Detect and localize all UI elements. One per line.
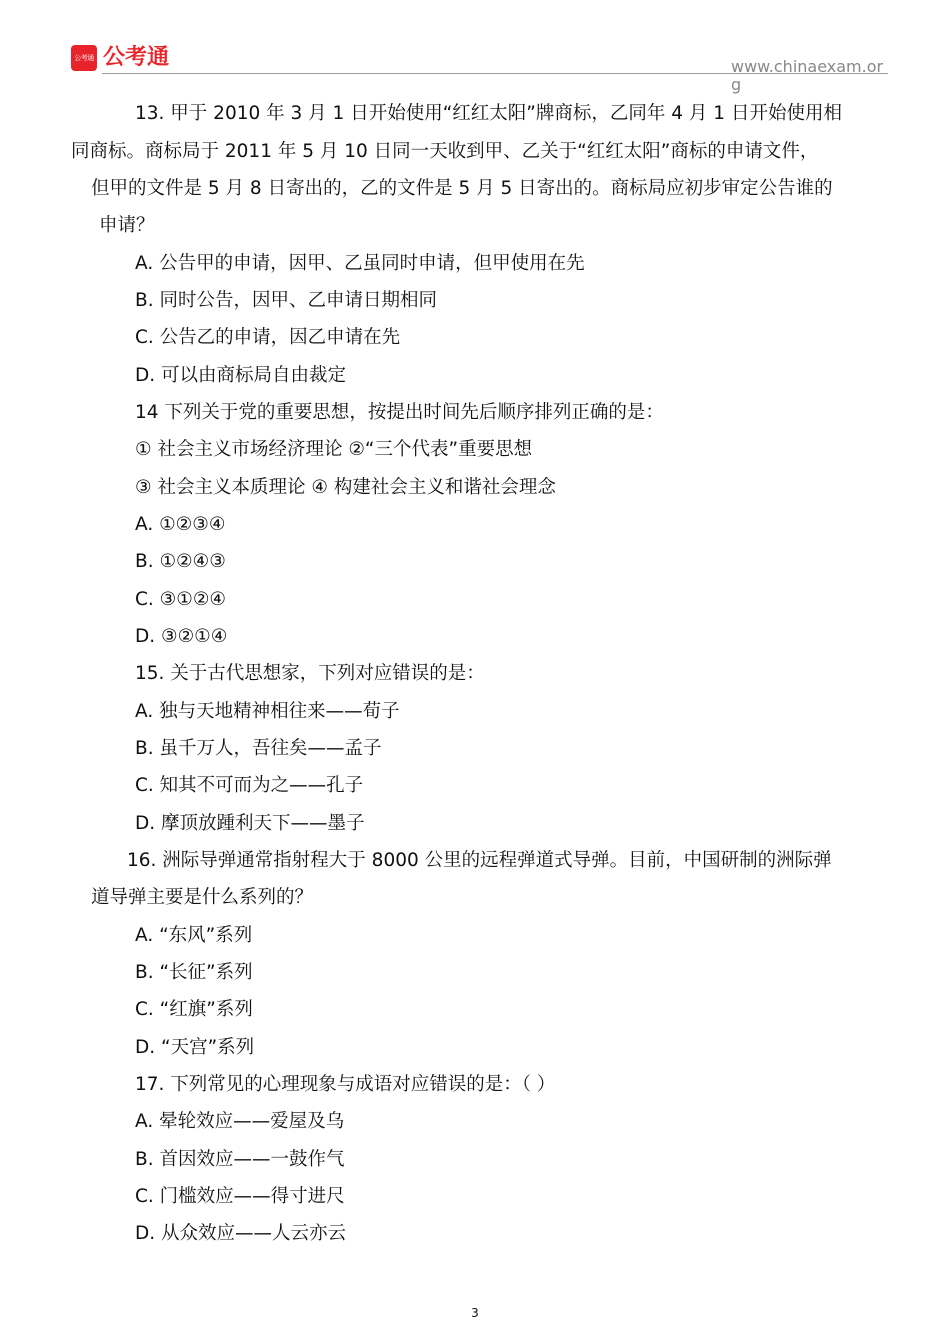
q17-option-b: B. 首因效应——一鼓作气 (135, 1149, 345, 1170)
q13-option-b: B. 同时公告，因甲、乙申请日期相同 (135, 290, 437, 311)
q14-option-c: C. ③①②④ (135, 589, 227, 610)
q14-option-b: B. ①②④③ (135, 551, 226, 572)
q16-option-b: B. “长征”系列 (135, 962, 253, 983)
q13-stem-line-3: 但甲的文件是 5 月 8 日寄出的，乙的文件是 5 月 5 日寄出的。商标局应初步审定公告谁的 (91, 178, 833, 199)
site-url: www.chinaexam.org (731, 57, 884, 94)
q15-option-d: D. 摩顶放踵利天下——墨子 (135, 813, 365, 834)
q17-option-d: D. 从众效应——人云亦云 (135, 1223, 347, 1244)
q13-stem-line-4: 申请？ (99, 215, 155, 236)
q13-stem-line-2: 同商标。商标局于 2011 年 5 月 10 日同一天收到甲、乙关于“红红太阳”商标的申请文件， (71, 141, 819, 162)
q16-stem-line-2: 道导弹主要是什么系列的？ (91, 887, 314, 908)
q17-option-c: C. 门槛效应——得寸进尺 (135, 1186, 345, 1207)
q14-items-3-4: ③ 社会主义本质理论 ④ 构建社会主义和谐社会理念 (135, 477, 556, 498)
q15-option-c: C. 知其不可而为之——孔子 (135, 775, 364, 796)
q16-option-a: A. “东风”系列 (135, 925, 253, 946)
q15-option-a: A. 独与天地精神相往来——荀子 (135, 701, 400, 722)
q14-option-d: D. ③②①④ (135, 626, 228, 647)
q13-option-c: C. 公告乙的申请，因乙申请在先 (135, 327, 401, 348)
page-number: 3 (471, 1306, 479, 1320)
logo-text: 公考通 (103, 45, 170, 70)
q15-option-b: B. 虽千万人，吾往矣——孟子 (135, 738, 382, 759)
q17-option-a: A. 晕轮效应——爱屋及乌 (135, 1111, 345, 1132)
logo-icon: 公考通 (71, 45, 97, 71)
q16-stem-line-1: 16. 洲际导弹通常指射程大于 8000 公里的远程弹道式导弹。目前，中国研制的洲际弹 (127, 850, 832, 871)
q13-option-a: A. 公告甲的申请，因甲、乙虽同时申请，但甲使用在先 (135, 253, 585, 274)
q17-stem: 17. 下列常见的心理现象与成语对应错误的是：（ ） (135, 1074, 556, 1095)
q14-option-a: A. ①②③④ (135, 514, 226, 535)
q13-stem-line-1: 13. 甲于 2010 年 3 月 1 日开始使用“红红太阳”牌商标，乙同年 4 月 1 日开始使用相 (135, 103, 842, 124)
page-header (0, 0, 950, 100)
q16-option-c: C. “红旗”系列 (135, 999, 253, 1020)
q16-option-d: D. “天宫”系列 (135, 1037, 255, 1058)
q13-option-d: D. 可以由商标局自由裁定 (135, 365, 347, 386)
q15-stem: 15. 关于古代思想家，下列对应错误的是： (135, 663, 485, 684)
q14-stem: 14 下列关于党的重要思想，按提出时间先后顺序排列正确的是： (135, 402, 664, 423)
q14-items-1-2: ① 社会主义市场经济理论 ②“三个代表”重要思想 (135, 439, 533, 460)
